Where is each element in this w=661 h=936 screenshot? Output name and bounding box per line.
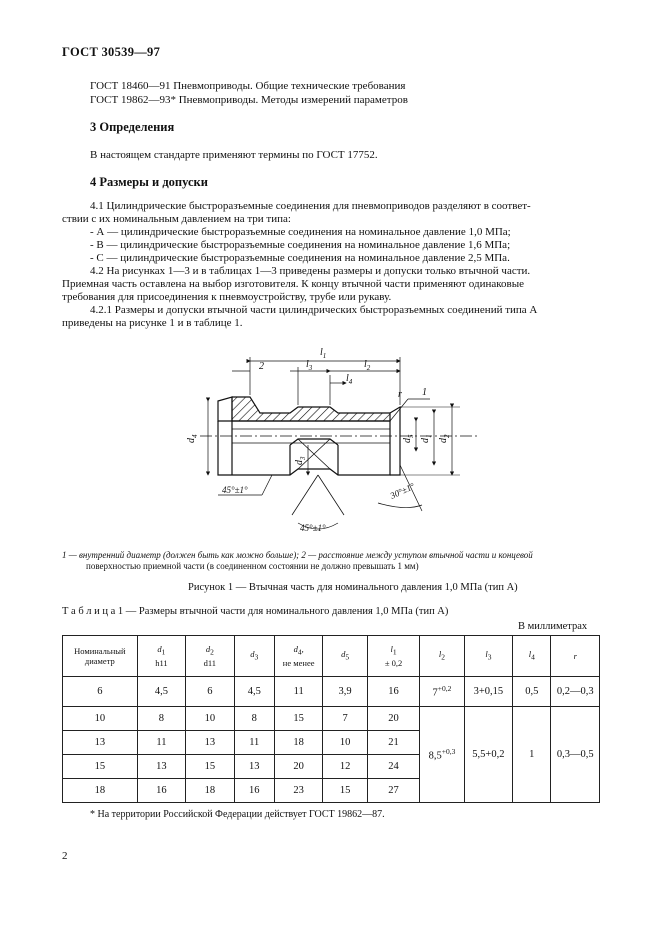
- cell: 10: [186, 707, 234, 731]
- label-l1: $l_1$: [320, 347, 327, 360]
- cell-l4-merged: 1: [513, 707, 551, 803]
- type-a-line: - А — цилиндрические быстроразъемные соединения на номинальное давление 1,0 МПа;: [90, 226, 511, 238]
- plug-part-drawing: [180, 335, 500, 540]
- cell: 15: [323, 779, 367, 803]
- cell: 12: [323, 755, 367, 779]
- cell-l2-merged: $8,5^{+0,3}$: [420, 707, 464, 803]
- cell: 15: [274, 707, 322, 731]
- para-4-2-line3: требования для присоединения к пневмоустройству, трубе или рукаву.: [62, 291, 392, 303]
- header-nominal: Номинальный диаметр: [63, 636, 138, 677]
- cell: 24: [367, 755, 419, 779]
- header-l4: l4: [513, 636, 551, 677]
- para-4-1-line1: 4.1 Цилиндрические быстроразъемные соединения для пневмоприводов разделяют в соответ-: [90, 200, 531, 212]
- table-row: [63, 707, 600, 731]
- reference-1: ГОСТ 18460—91 Пневмоприводы. Общие технические требования: [90, 80, 406, 92]
- para-4-1-line2: ствии с их номинальным давлением на три типа:: [62, 213, 291, 225]
- label-cone-angle: 30°±1°: [388, 480, 417, 501]
- footnote: * На территории Российской Федерации действует ГОСТ 19862—87.: [90, 809, 385, 820]
- cell: 16: [234, 779, 274, 803]
- cell: 21: [367, 731, 419, 755]
- label-r: r: [398, 389, 402, 400]
- type-c-line: - С — цилиндрические быстроразъемные соединения на номинальное давление 2,5 МПа.: [90, 252, 510, 264]
- cell: 6: [186, 677, 234, 707]
- cell: 13: [137, 755, 185, 779]
- page-number: 2: [62, 850, 68, 862]
- label-d3: $d_3$: [294, 456, 307, 465]
- section-3-text: В настоящем стандарте применяют термины по ГОСТ 17752.: [90, 149, 378, 161]
- cell: 4,5: [234, 677, 274, 707]
- cell: 7: [323, 707, 367, 731]
- label-1: 1: [422, 387, 427, 398]
- label-bottom-angle: 45°±1°: [300, 523, 326, 533]
- header-d5: d5: [323, 636, 367, 677]
- cell: 13: [234, 755, 274, 779]
- cell: 18: [274, 731, 322, 755]
- cell: 18: [63, 779, 138, 803]
- label-d5: $d_5$: [402, 434, 415, 443]
- label-d1: $d_1$: [420, 434, 433, 443]
- para-4-2-line1: 4.2 На рисунках 1—3 и в таблицах 1—3 приведены размеры и допуски только втычной части.: [90, 265, 531, 277]
- cell: 3,9: [323, 677, 367, 707]
- header-l2: l2: [420, 636, 464, 677]
- cell-l3-first: 3+0,15: [464, 677, 512, 707]
- cell: 11: [234, 731, 274, 755]
- cell-r-first: 0,2—0,3: [551, 677, 600, 707]
- cell: 4,5: [137, 677, 185, 707]
- cell: 15: [186, 755, 234, 779]
- cell: 11: [274, 677, 322, 707]
- cell: 16: [367, 677, 419, 707]
- cell-l4-first: 0,5: [513, 677, 551, 707]
- figure-note-line2: поверхностью приемной части (в соединенном состоянии не должно превышать 1 мм): [86, 561, 419, 571]
- para-4-2-1-line2: приведены на рисунке 1 и в таблице 1.: [62, 317, 243, 329]
- header-d4: d4, не менее: [274, 636, 322, 677]
- cell: 8: [234, 707, 274, 731]
- cell: 6: [63, 677, 138, 707]
- para-4-2-line2: Приемная часть оставлена на выбор изготовителя. К концу втычной части применяют одинаковые: [62, 278, 524, 290]
- dimensions-table: [62, 635, 600, 803]
- label-l3: $l_3$: [306, 359, 313, 372]
- label-2: 2: [259, 361, 264, 372]
- cell: 11: [137, 731, 185, 755]
- cell: 18: [186, 779, 234, 803]
- table-units: В миллиметрах: [518, 621, 588, 632]
- cell-r-merged: 0,3—0,5: [551, 707, 600, 803]
- para-4-2-1-line1: 4.2.1 Размеры и допуски втычной части цилиндрических быстроразъемных соединений типа А: [90, 304, 538, 316]
- section-4-title: 4 Размеры и допуски: [90, 175, 208, 189]
- cell: 15: [63, 755, 138, 779]
- header-r: r: [551, 636, 600, 677]
- label-l2: $l_2$: [364, 359, 371, 372]
- reference-2: ГОСТ 19862—93* Пневмоприводы. Методы измерений параметров: [90, 94, 408, 106]
- cell-l3-merged: 5,5+0,2: [464, 707, 512, 803]
- header-d3: d3: [234, 636, 274, 677]
- header-d2: d2 d11: [186, 636, 234, 677]
- label-l4: $l_4$: [346, 373, 353, 386]
- table-header-row: [63, 636, 600, 677]
- cell: 20: [367, 707, 419, 731]
- label-chamfer: 45°±1°: [222, 485, 248, 495]
- section-3-title: 3 Определения: [90, 120, 175, 134]
- wall-section-upper: [232, 397, 390, 421]
- figure-note-line1: 1 — внутренний диаметр (должен быть как можно больше); 2 — расстояние между уступом втычной части и концевой: [62, 550, 533, 560]
- label-d4: $d_4$: [186, 434, 199, 443]
- cell: 27: [367, 779, 419, 803]
- header-l3: l3: [464, 636, 512, 677]
- cell-l2-first: $7^{+0,2}$: [420, 677, 464, 707]
- table-row: [63, 677, 600, 707]
- document-code: ГОСТ 30539—97: [62, 45, 161, 59]
- cell: 16: [137, 779, 185, 803]
- footnote-divider: [62, 802, 122, 803]
- cell: 10: [63, 707, 138, 731]
- figure-caption: Рисунок 1 — Втычная часть для номинального давления 1,0 МПа (тип А): [188, 582, 518, 593]
- type-b-line: - В — цилиндрические быстроразъемные соединения на номинальное давление 1,6 МПа;: [90, 239, 511, 251]
- cell: 20: [274, 755, 322, 779]
- cell: 13: [186, 731, 234, 755]
- label-d2: $d_2$: [438, 434, 451, 443]
- header-l1: l1 ± 0,2: [367, 636, 419, 677]
- cell: 23: [274, 779, 322, 803]
- cell: 10: [323, 731, 367, 755]
- table-caption: Т а б л и ц а 1 — Размеры втычной части для номинального давления 1,0 МПа (тип А): [62, 606, 449, 617]
- cell: 8: [137, 707, 185, 731]
- cell: 13: [63, 731, 138, 755]
- header-d1: d1 h11: [137, 636, 185, 677]
